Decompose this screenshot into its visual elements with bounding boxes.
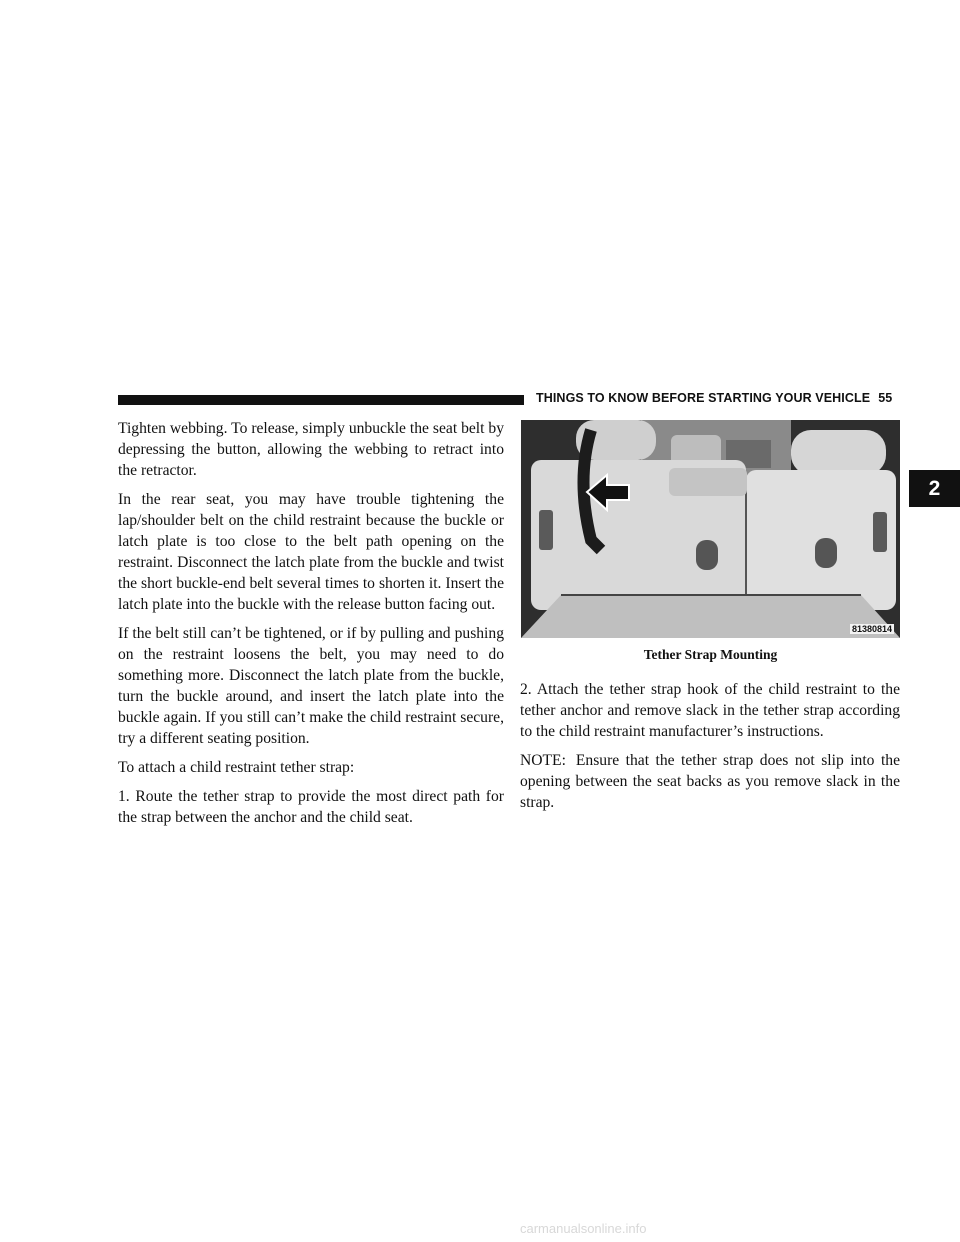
paragraph: If the belt still can’t be tightened, or if by pulling and pushing on the restraint loosens the belt, you may need to do something more. Disconnect the latch plate from the buckle, turn the buckle around, and insert the latch plate into the buckle again. If you still can’t make the child restraint secure, try a different seating position.	[118, 625, 504, 747]
footer-watermark: carmanualsonline.info	[520, 1221, 647, 1236]
paragraph: In the rear seat, you may have trouble tightening the lap/shoulder belt on the child restraint because the buckle or latch plate is too close to the belt path opening on the restraint. Disconnect the latch plate from the buckle and twist the short buckle-end belt several times to shorten it. Insert the latch plate into the buckle with the release button facing out.	[118, 491, 504, 613]
cargo-area-drawing	[521, 420, 900, 638]
paragraph: 2. Attach the tether strap hook of the child restraint to the tether anchor and remove slack in the tether strap according to the child restraint manufacturer’s instructions.	[520, 681, 900, 740]
header-rule	[118, 395, 524, 405]
note-label: NOTE:	[520, 752, 566, 769]
section-title: THINGS TO KNOW BEFORE STARTING YOUR VEHICLE	[536, 391, 871, 405]
right-column	[520, 679, 900, 821]
note-paragraph	[520, 750, 900, 813]
paragraph: Tighten webbing. To release, simply unbuckle the seat belt by depressing the button, allowing the webbing to retract into the retractor.	[118, 420, 504, 479]
paragraph: 1. Route the tether strap to provide the most direct path for the strap between the anchor and the child seat.	[118, 788, 504, 826]
chapter-tab: 2	[909, 470, 960, 507]
running-header	[536, 391, 892, 405]
page-number: 55	[878, 391, 893, 405]
figure-caption: Tether Strap Mounting	[643, 647, 778, 662]
paragraph: To attach a child restraint tether strap:	[118, 759, 355, 776]
figure-id: 81380814	[851, 624, 892, 634]
tether-strap-illustration	[521, 420, 900, 638]
left-column	[118, 418, 504, 836]
note-text: Ensure that the tether strap does not slip into the opening between the seat backs as you remove slack in the strap.	[520, 752, 900, 811]
